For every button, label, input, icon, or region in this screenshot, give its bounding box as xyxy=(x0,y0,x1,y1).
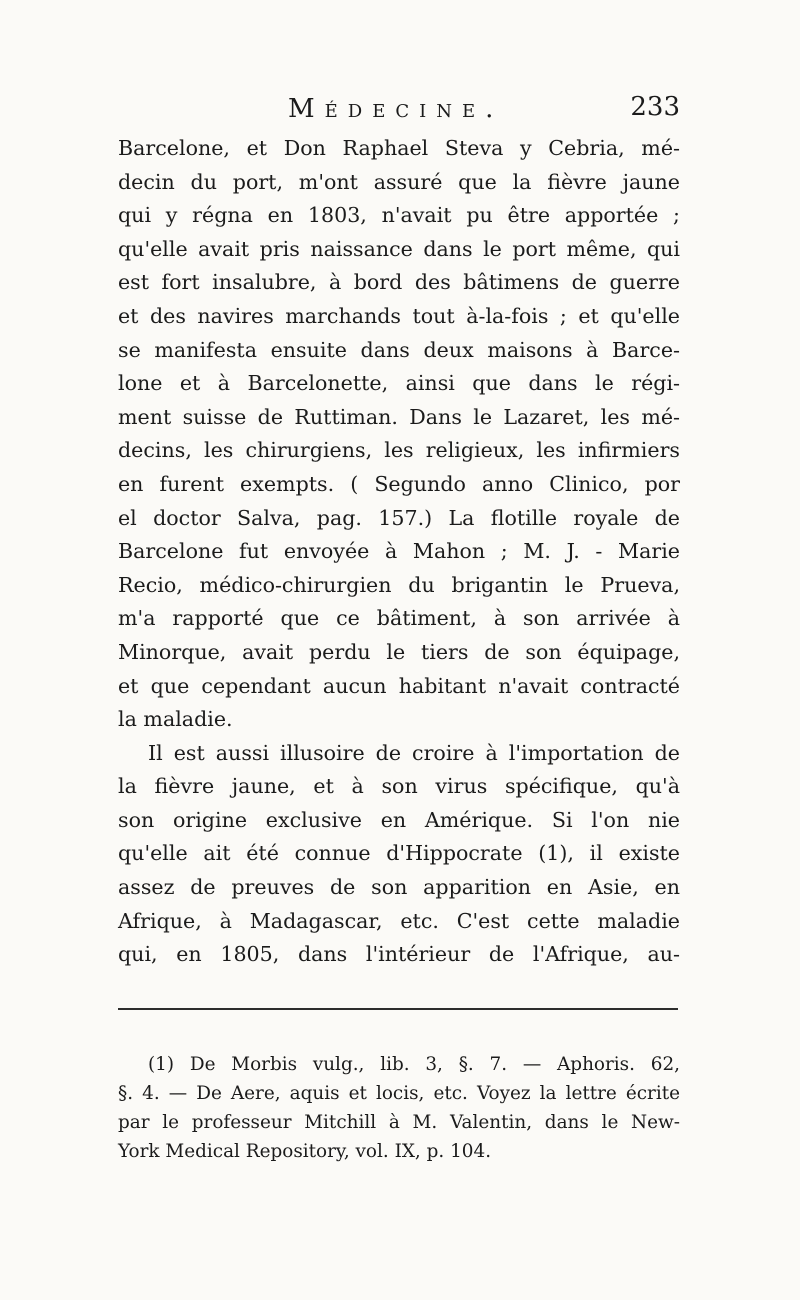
text-line: et des navires marchands tout à-la-fois ; et qu'elle xyxy=(118,303,680,328)
text-line: Afrique, à Madagascar, etc. C'est cette maladie xyxy=(118,908,680,933)
text-line: qui, en 1805, dans l'intérieur de l'Afrique, au- xyxy=(118,942,680,967)
text-line: decin du port, m'ont assuré que la fièvre jaune xyxy=(118,169,680,194)
text-line: Il est aussi illusoire de croire à l'importation de xyxy=(148,740,680,765)
running-head: Médecine. xyxy=(288,94,504,124)
footnote-line: par le professeur Mitchill à M. Valentin, dans le New- xyxy=(118,1111,680,1133)
text-line: est fort insalubre, à bord des bâtimens de guerre xyxy=(118,270,680,295)
text-line: Minorque, avait perdu le tiers de son équipage, xyxy=(118,639,680,664)
text-line: Barcelone fut envoyée à Mahon ; M. J. - Marie xyxy=(118,539,680,564)
text-line: ment suisse de Ruttiman. Dans le Lazaret, les mé- xyxy=(118,404,680,429)
text-line: Recio, médico-chirurgien du brigantin le Prueva, xyxy=(118,572,680,597)
text-line: decins, les chirurgiens, les religieux, les infirmiers xyxy=(118,438,680,463)
text-line: qui y régna en 1803, n'avait pu être apportée ; xyxy=(118,203,680,228)
text-line: qu'elle avait pris naissance dans le port même, qui xyxy=(118,236,680,261)
text-line: la maladie. xyxy=(118,707,233,732)
text-line: lone et à Barcelonette, ainsi que dans le régi- xyxy=(118,371,680,396)
book-page xyxy=(118,92,680,1166)
text-line: m'a rapporté que ce bâtiment, à son arrivée à xyxy=(118,606,680,631)
page-header xyxy=(118,92,680,132)
text-line: qu'elle ait été connue d'Hippocrate (1), il existe xyxy=(118,841,680,866)
main-text xyxy=(118,132,680,972)
footnote xyxy=(118,1050,680,1166)
text-line: son origine exclusive en Amérique. Si l'on nie xyxy=(118,807,680,832)
text-line: en furent exempts. ( Segundo anno Clinico, por xyxy=(118,471,680,496)
text-line: se manifesta ensuite dans deux maisons à Barce- xyxy=(118,337,680,362)
footnote-line: York Medical Repository, vol. IX, p. 104. xyxy=(118,1140,492,1162)
page-number: 233 xyxy=(630,92,680,122)
text-line: la fièvre jaune, et à son virus spécifique, qu'à xyxy=(118,774,680,799)
text-line: el doctor Salva, pag. 157.) La flotille royale de xyxy=(118,505,680,530)
footnote-divider xyxy=(118,1008,678,1010)
text-line: et que cependant aucun habitant n'avait contracté xyxy=(118,673,680,698)
footnote-line: §. 4. — De Aere, aquis et locis, etc. Voyez la lettre écrite xyxy=(118,1082,680,1104)
footnote-line: (1) De Morbis vulg., lib. 3, §. 7. — Aphoris. 62, xyxy=(148,1053,680,1075)
text-line: Barcelone, et Don Raphael Steva y Cebria, mé- xyxy=(118,136,680,160)
text-line: assez de preuves de son apparition en Asie, en xyxy=(118,875,680,900)
